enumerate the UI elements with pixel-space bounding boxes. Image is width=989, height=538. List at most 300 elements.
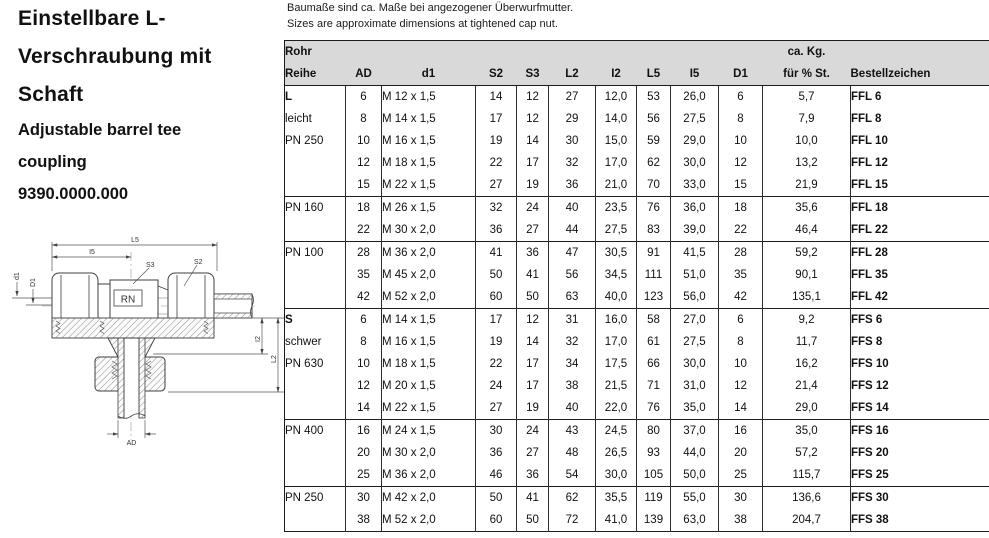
dim-label-AD: AD [126, 440, 137, 447]
cell-weight: 29,0 [763, 397, 851, 420]
cell-reihe: PN 160 [285, 197, 346, 220]
cell-ad: 10 [346, 353, 382, 375]
cell-D1: 25 [719, 464, 763, 487]
cell-i2: 21,5 [596, 375, 637, 397]
cell-i5: 44,0 [671, 442, 719, 464]
cell-s2: 27 [476, 174, 517, 197]
cell-weight: 7,9 [763, 108, 851, 130]
cell-l5: 71 [637, 375, 671, 397]
cell-D1: 20 [719, 442, 763, 464]
cell-d1: M 12 x 1,5 [382, 86, 476, 109]
cell-D1: 35 [719, 264, 763, 286]
cell-s2: 50 [476, 264, 517, 286]
cell-d1: M 22 x 1,5 [382, 397, 476, 420]
cell-l2: 34 [549, 353, 596, 375]
table-row [285, 442, 989, 464]
col-header-l5: L5 [637, 63, 671, 86]
cell-code: FFL 28 [851, 242, 989, 265]
cell-l5: 123 [637, 286, 671, 309]
col-header-s3: S3 [517, 63, 549, 86]
cell-weight: 35,6 [763, 197, 851, 220]
cell-s2: 17 [476, 108, 517, 130]
cell-l2: 32 [549, 152, 596, 174]
cell-s3: 36 [517, 242, 549, 265]
cell-l5: 80 [637, 420, 671, 443]
cell-D1: 12 [719, 152, 763, 174]
cell-code: FFS 10 [851, 353, 989, 375]
cell-i2: 21,0 [596, 174, 637, 197]
table-row [285, 219, 989, 242]
cell-weight: 59,2 [763, 242, 851, 265]
cell-l5: 111 [637, 264, 671, 286]
cell-ad: 15 [346, 174, 382, 197]
cell-l5: 66 [637, 353, 671, 375]
cell-i5: 55,0 [671, 487, 719, 510]
cell-d1: M 30 x 2,0 [382, 442, 476, 464]
cell-s2: 22 [476, 353, 517, 375]
cell-D1: 14 [719, 397, 763, 420]
cell-l5: 58 [637, 309, 671, 332]
cell-ad: 35 [346, 264, 382, 286]
cell-weight: 35,0 [763, 420, 851, 443]
cell-reihe [285, 442, 346, 464]
cell-i5: 63,0 [671, 509, 719, 532]
cell-weight: 5,7 [763, 86, 851, 109]
cell-s3: 24 [517, 197, 549, 220]
cell-l5: 119 [637, 487, 671, 510]
cell-D1: 16 [719, 420, 763, 443]
cell-ad: 18 [346, 197, 382, 220]
cell-l5: 62 [637, 152, 671, 174]
cell-s2: 41 [476, 242, 517, 265]
note-german: Baumaße sind ca. Maße bei angezogener Überwurfmutter. [287, 2, 574, 14]
cell-i5: 30,0 [671, 152, 719, 174]
cell-d1: M 16 x 1,5 [382, 331, 476, 353]
cell-s3: 14 [517, 130, 549, 152]
cell-i2: 17,5 [596, 353, 637, 375]
cell-s2: 19 [476, 331, 517, 353]
cell-l5: 70 [637, 174, 671, 197]
table-row [285, 108, 989, 130]
cell-l5: 53 [637, 86, 671, 109]
cell-code: FFL 6 [851, 86, 989, 109]
cell-code: FFL 42 [851, 286, 989, 309]
cell-D1: 12 [719, 375, 763, 397]
cell-D1: 6 [719, 309, 763, 332]
cell-i5: 36,0 [671, 197, 719, 220]
cell-s3: 36 [517, 464, 549, 487]
cell-i5: 26,0 [671, 86, 719, 109]
cell-ad: 14 [346, 397, 382, 420]
cell-reihe: PN 250 [285, 487, 346, 510]
cell-l2: 44 [549, 219, 596, 242]
cell-d1: M 52 x 2,0 [382, 286, 476, 309]
col-header-d1: d1 [382, 63, 476, 86]
cell-l5: 91 [637, 242, 671, 265]
cell-l2: 72 [549, 509, 596, 532]
table-row [285, 464, 989, 487]
technical-drawing [8, 226, 288, 458]
cell-s2: 60 [476, 286, 517, 309]
cell-ad: 28 [346, 242, 382, 265]
cell-d1: M 18 x 1,5 [382, 152, 476, 174]
table-row [285, 197, 989, 220]
cell-reihe [285, 152, 346, 174]
cell-weight: 10,0 [763, 130, 851, 152]
cell-i5: 35,0 [671, 397, 719, 420]
cell-weight: 115,7 [763, 464, 851, 487]
cell-s3: 50 [517, 509, 549, 532]
cell-l2: 62 [549, 487, 596, 510]
cell-weight: 9,2 [763, 309, 851, 332]
table-row [285, 420, 989, 443]
group-header-spacer [851, 41, 989, 64]
cell-reihe [285, 174, 346, 197]
cell-s2: 17 [476, 309, 517, 332]
cell-s2: 36 [476, 219, 517, 242]
cell-weight: 13,2 [763, 152, 851, 174]
cell-l5: 61 [637, 331, 671, 353]
cell-s2: 19 [476, 130, 517, 152]
cell-d1: M 18 x 1,5 [382, 353, 476, 375]
cell-reihe [285, 286, 346, 309]
cell-code: FFS 6 [851, 309, 989, 332]
cell-s3: 12 [517, 86, 549, 109]
title-line: Adjustable barrel tee [18, 121, 182, 139]
cell-d1: M 52 x 2,0 [382, 509, 476, 532]
cell-d1: M 36 x 2,0 [382, 242, 476, 265]
dim-label-D1: D1 [30, 278, 37, 287]
cell-s3: 19 [517, 397, 549, 420]
body-mark-label: RN [120, 294, 136, 306]
cell-D1: 38 [719, 509, 763, 532]
table-row [285, 130, 989, 152]
table-row [285, 397, 989, 420]
cell-D1: 15 [719, 174, 763, 197]
cell-reihe [285, 509, 346, 532]
cell-i2: 35,5 [596, 487, 637, 510]
spec-table [284, 40, 989, 532]
cell-code: FFL 15 [851, 174, 989, 197]
table-row [285, 152, 989, 174]
cell-s3: 12 [517, 309, 549, 332]
cell-code: FFS 14 [851, 397, 989, 420]
cell-l2: 36 [549, 174, 596, 197]
cell-i5: 30,0 [671, 353, 719, 375]
cell-ad: 22 [346, 219, 382, 242]
cell-s3: 17 [517, 353, 549, 375]
title-block [18, 0, 294, 210]
cell-D1: 8 [719, 331, 763, 353]
col-header-D1: D1 [719, 63, 763, 86]
cell-ad: 25 [346, 464, 382, 487]
cell-D1: 10 [719, 353, 763, 375]
cell-ad: 6 [346, 86, 382, 109]
cell-d1: M 45 x 2,0 [382, 264, 476, 286]
cell-i2: 14,0 [596, 108, 637, 130]
cell-code: FFL 18 [851, 197, 989, 220]
cell-i2: 22,0 [596, 397, 637, 420]
cell-s3: 12 [517, 108, 549, 130]
cell-reihe: schwer [285, 336, 322, 348]
group-header-row [285, 41, 989, 64]
cell-d1: M 22 x 1,5 [382, 174, 476, 197]
cell-i5: 27,5 [671, 331, 719, 353]
cell-l2: 63 [549, 286, 596, 309]
page-title-german [18, 0, 294, 114]
table-row [285, 242, 989, 265]
col-header-s2: S2 [476, 63, 517, 86]
cell-code: FFL 22 [851, 219, 989, 242]
cell-l2: 40 [549, 397, 596, 420]
cell-s3: 14 [517, 331, 549, 353]
cell-reihe [285, 264, 346, 286]
cell-code: FFS 8 [851, 331, 989, 353]
cell-s2: 60 [476, 509, 517, 532]
cell-l5: 56 [637, 108, 671, 130]
cell-i2: 24,5 [596, 420, 637, 443]
cell-code: FFS 12 [851, 375, 989, 397]
cell-i5: 29,0 [671, 130, 719, 152]
table-row [285, 309, 989, 332]
cell-D1: 6 [719, 86, 763, 109]
cell-ad: 12 [346, 152, 382, 174]
cell-i2: 17,0 [596, 331, 637, 353]
note-english: Sizes are approximate dimensions at tightened cap nut. [287, 17, 558, 30]
dim-label-I2: I2 [255, 336, 262, 342]
table-row [285, 174, 989, 197]
cell-reihe [285, 397, 346, 420]
cell-l2: 47 [549, 242, 596, 265]
cell-D1: 18 [719, 197, 763, 220]
cell-d1: M 14 x 1,5 [382, 309, 476, 332]
cell-i5: 37,0 [671, 420, 719, 443]
cell-weight: 136,6 [763, 487, 851, 510]
cell-i2: 17,0 [596, 152, 637, 174]
cell-code: FFS 30 [851, 487, 989, 510]
cell-d1: M 24 x 1,5 [382, 420, 476, 443]
cell-l2: 56 [549, 264, 596, 286]
cell-l5: 139 [637, 509, 671, 532]
cell-i2: 15,0 [596, 130, 637, 152]
cell-weight: 57,2 [763, 442, 851, 464]
column-header-row [285, 63, 989, 86]
cell-i5: 27,5 [671, 108, 719, 130]
cell-s3: 50 [517, 286, 549, 309]
cell-l2: 27 [549, 86, 596, 109]
cell-d1: M 30 x 2,0 [382, 219, 476, 242]
cell-i2: 27,5 [596, 219, 637, 242]
dimension-notes [287, 1, 573, 32]
col-header-code: Bestellzeichen [851, 63, 989, 86]
cell-ad: 42 [346, 286, 382, 309]
cell-s2: 24 [476, 375, 517, 397]
cell-reihe: PN 400 [285, 420, 346, 443]
table-row [285, 509, 989, 532]
cell-ad: 30 [346, 487, 382, 510]
cell-ad: 6 [346, 309, 382, 332]
cell-reihe: PN 100 [285, 242, 346, 265]
cell-s3: 24 [517, 420, 549, 443]
cell-l5: 93 [637, 442, 671, 464]
group-header-rohr: Rohr [285, 41, 382, 64]
cell-i5: 31,0 [671, 375, 719, 397]
table-row [285, 331, 989, 353]
cell-ad: 8 [346, 331, 382, 353]
cell-reihe [285, 375, 346, 397]
col-header-i5: I5 [671, 63, 719, 86]
table-row [285, 487, 989, 510]
cell-l2: 30 [549, 130, 596, 152]
cell-code: FFS 25 [851, 464, 989, 487]
cell-s3: 27 [517, 442, 549, 464]
cell-i5: 33,0 [671, 174, 719, 197]
cell-ad: 16 [346, 420, 382, 443]
cell-s3: 27 [517, 219, 549, 242]
cell-weight: 135,1 [763, 286, 851, 309]
cell-s3: 41 [517, 264, 549, 286]
cell-d1: M 16 x 1,5 [382, 130, 476, 152]
cell-weight: 90,1 [763, 264, 851, 286]
cell-D1: 10 [719, 130, 763, 152]
cell-l2: 54 [549, 464, 596, 487]
cell-i2: 34,5 [596, 264, 637, 286]
cell-code: FFS 38 [851, 509, 989, 532]
cell-D1: 30 [719, 487, 763, 510]
table-row [285, 86, 989, 109]
table-row [285, 353, 989, 375]
cell-i2: 30,0 [596, 464, 637, 487]
cell-d1: M 26 x 1,5 [382, 197, 476, 220]
cell-s3: 17 [517, 375, 549, 397]
cell-i2: 12,0 [596, 86, 637, 109]
cell-code: FFL 10 [851, 130, 989, 152]
cell-d1: M 36 x 2,0 [382, 464, 476, 487]
cell-weight: 204,7 [763, 509, 851, 532]
cell-i2: 16,0 [596, 309, 637, 332]
cell-l2: 29 [549, 108, 596, 130]
cell-l2: 38 [549, 375, 596, 397]
cell-weight: 21,9 [763, 174, 851, 197]
cell-s2: 30 [476, 420, 517, 443]
cell-i5: 51,0 [671, 264, 719, 286]
cell-l5: 83 [637, 219, 671, 242]
cell-code: FFL 35 [851, 264, 989, 286]
cell-i2: 41,0 [596, 509, 637, 532]
title-line: Verschraubung mit [18, 45, 212, 68]
cell-l5: 76 [637, 397, 671, 420]
cell-i5: 50,0 [671, 464, 719, 487]
cell-D1: 8 [719, 108, 763, 130]
cell-reihe: PN 630 [285, 358, 324, 370]
cell-ad: 10 [346, 130, 382, 152]
cell-reihe: L [285, 86, 346, 109]
table-row [285, 286, 989, 309]
cell-l5: 105 [637, 464, 671, 487]
cell-i2: 30,5 [596, 242, 637, 265]
dim-label-L5: L5 [131, 237, 139, 244]
cell-i2: 40,0 [596, 286, 637, 309]
group-header-weight: ca. Kg. [763, 41, 851, 64]
cell-l5: 59 [637, 130, 671, 152]
cell-d1: M 20 x 1,5 [382, 375, 476, 397]
title-line: coupling [18, 153, 87, 171]
cell-code: FFS 16 [851, 420, 989, 443]
cell-i5: 39,0 [671, 219, 719, 242]
cell-weight: 21,4 [763, 375, 851, 397]
col-header-ad: AD [346, 63, 382, 86]
cell-code: FFS 20 [851, 442, 989, 464]
dim-label-S2: S2 [194, 259, 203, 266]
dim-label-S3: S3 [146, 262, 155, 269]
title-line: Einstellbare L- [18, 7, 166, 30]
cell-reihe: S [285, 309, 346, 332]
cell-l2: 32 [549, 331, 596, 353]
table-header [285, 41, 989, 86]
cell-s3: 41 [517, 487, 549, 510]
table-row [285, 264, 989, 286]
cell-weight: 46,4 [763, 219, 851, 242]
col-header-l2: L2 [549, 63, 596, 86]
cell-d1: M 42 x 2,0 [382, 487, 476, 510]
cell-D1: 42 [719, 286, 763, 309]
title-line: Schaft [18, 83, 84, 106]
cell-D1: 22 [719, 219, 763, 242]
col-header-i2: I2 [596, 63, 637, 86]
part-number: 9390.0000.000 [18, 185, 129, 203]
dim-label-L2: L2 [271, 355, 278, 363]
cell-reihe [285, 464, 346, 487]
cell-weight: 11,7 [763, 331, 851, 353]
cell-l2: 48 [549, 442, 596, 464]
table-row [285, 375, 989, 397]
cell-s3: 17 [517, 152, 549, 174]
cell-i2: 23,5 [596, 197, 637, 220]
cell-ad: 38 [346, 509, 382, 532]
cell-s2: 22 [476, 152, 517, 174]
cell-i5: 56,0 [671, 286, 719, 309]
cell-s2: 50 [476, 487, 517, 510]
cell-ad: 20 [346, 442, 382, 464]
cell-reihe [285, 219, 346, 242]
cell-l5: 76 [637, 197, 671, 220]
cell-code: FFL 8 [851, 108, 989, 130]
cell-l2: 31 [549, 309, 596, 332]
col-header-reihe: Reihe [285, 63, 346, 86]
cell-s3: 19 [517, 174, 549, 197]
cell-weight: 16,2 [763, 353, 851, 375]
cell-s2: 27 [476, 397, 517, 420]
dim-label-I5: I5 [89, 249, 95, 256]
cell-l2: 40 [549, 197, 596, 220]
group-header-spacer [382, 41, 763, 64]
cell-reihe: PN 250 [285, 135, 324, 147]
cell-reihe: leicht [285, 113, 312, 125]
dim-label-d1: d1 [14, 272, 21, 280]
cell-i2: 26,5 [596, 442, 637, 464]
cell-i5: 41,5 [671, 242, 719, 265]
cell-s2: 36 [476, 442, 517, 464]
table-body [285, 86, 989, 532]
cell-l2: 43 [549, 420, 596, 443]
cell-code: FFL 12 [851, 152, 989, 174]
cell-s2: 14 [476, 86, 517, 109]
cell-s2: 46 [476, 464, 517, 487]
page-title-english [18, 114, 294, 178]
col-header-weight: für % St. [763, 63, 851, 86]
cell-s2: 32 [476, 197, 517, 220]
cell-ad: 8 [346, 108, 382, 130]
